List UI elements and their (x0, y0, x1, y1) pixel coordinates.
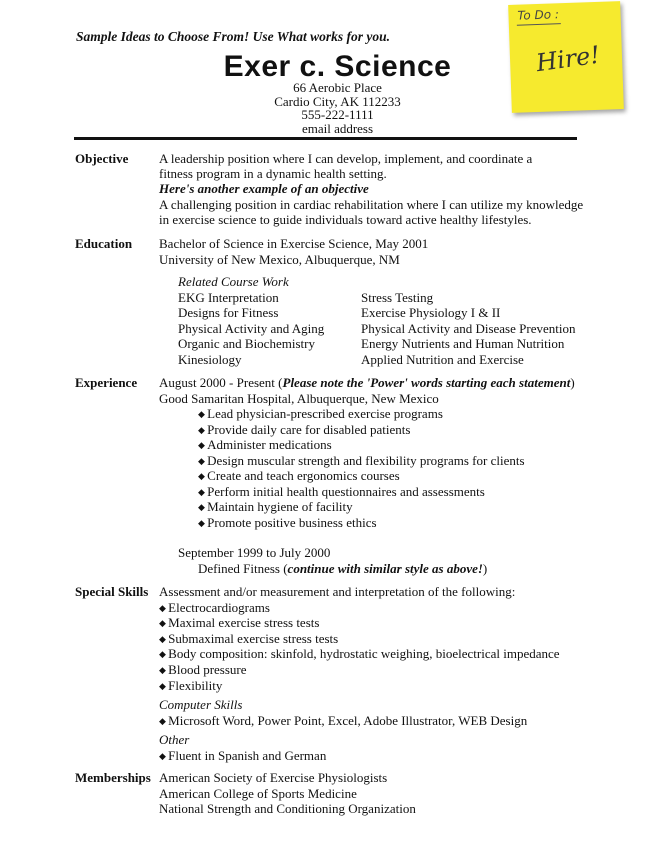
course-item: EKG Interpretation (178, 290, 279, 305)
course-item: Energy Nutrients and Human Nutrition (361, 336, 565, 351)
skill-bullet: ◆ Flexibility (159, 678, 222, 695)
school: University of New Mexico, Albuquerque, NM (159, 252, 400, 267)
job1-date-range: August 2000 - Present ( (159, 375, 283, 390)
course-item: Physical Activity and Disease Prevention (361, 321, 576, 336)
tagline: Sample Ideas to Choose From! Use What works for you. (76, 29, 391, 44)
objective-example-heading: Here's another example of an objective (159, 181, 369, 196)
membership-item: American Society of Exercise Physiologists (159, 770, 388, 785)
skill-bullet: ◆ Maximal exercise stress tests (159, 615, 319, 632)
address-line-2: Cardio City, AK 112233 (274, 94, 401, 109)
job1-note-close: ) (570, 375, 575, 390)
other-skills: ◆ Fluent in Spanish and German (159, 748, 326, 765)
course-item: Designs for Fitness (178, 305, 279, 320)
objective-heading: Objective (75, 151, 129, 166)
course-item: Exercise Physiology I & II (361, 305, 501, 320)
course-item: Organic and Biochemistry (178, 336, 315, 351)
address-line-1: 66 Aerobic Place (293, 80, 382, 95)
header-divider (74, 137, 577, 140)
coursework-heading: Related Course Work (178, 274, 289, 289)
email: email address (301, 121, 374, 136)
memberships-heading: Memberships (75, 770, 151, 785)
objective-line: A challenging position in cardiac rehabilitation where I can utilize my knowledge (159, 197, 584, 212)
sticky-note-text: Hire! (534, 40, 602, 78)
course-item: Kinesiology (178, 352, 242, 367)
job2-note: continue with similar style as above! (287, 561, 483, 576)
objective-line: in exercise science to guide individuals toward active healthy lifestyles. (159, 212, 532, 227)
sticky-todo-label: To Do : (517, 7, 560, 23)
skills-heading: Special Skills (75, 584, 149, 599)
objective-line: fitness program in a dynamic health setting. (159, 166, 387, 181)
job2-note-close: ) (482, 561, 488, 576)
objective-line: A leadership position where I can develop, implement, and coordinate a (159, 151, 533, 166)
skill-bullet: ◆ Electrocardiograms (159, 600, 270, 617)
degree: Bachelor of Science in Exercise Science, May 2001 (159, 236, 429, 251)
job1-bullet: ◆ Design muscular strength and flexibility programs for clients (198, 453, 525, 470)
phone: 555-222-1111 (301, 107, 374, 122)
experience-heading: Experience (75, 375, 138, 390)
job2-employer (198, 561, 487, 577)
course-item: Physical Activity and Aging (178, 321, 325, 336)
skills-intro: Assessment and/or measurement and interpretation of the following: (159, 584, 516, 599)
education-heading: Education (75, 236, 133, 251)
course-item: Stress Testing (361, 290, 434, 305)
job2-dates: September 1999 to July 2000 (178, 545, 331, 560)
job2-employer-name: Defined Fitness ( (198, 561, 288, 576)
computer-skills: ◆ Microsoft Word, Power Point, Excel, Adobe Illustrator, WEB Design (159, 713, 527, 730)
course-item: Applied Nutrition and Exercise (361, 352, 524, 367)
job1-bullet: ◆ Perform initial health questionnaires and assessments (198, 484, 485, 501)
job1-dates (159, 375, 575, 391)
skill-bullet: ◆ Blood pressure (159, 662, 247, 679)
other-skills-heading: Other (159, 732, 190, 747)
job1-employer: Good Samaritan Hospital, Albuquerque, New Mexico (159, 391, 439, 406)
job1-bullet: ◆ Administer medications (198, 437, 332, 454)
job1-bullet: ◆ Maintain hygiene of facility (198, 499, 353, 516)
job1-bullet: ◆ Lead physician-prescribed exercise programs (198, 406, 443, 423)
membership-item: National Strength and Conditioning Organization (159, 801, 416, 816)
membership-item: American College of Sports Medicine (159, 786, 357, 801)
job1-note: Please note the 'Power' words starting each statement (282, 375, 571, 390)
skill-bullet: ◆ Submaximal exercise stress tests (159, 631, 338, 648)
job1-bullet: ◆ Create and teach ergonomics courses (198, 468, 400, 485)
job1-bullet: ◆ Provide daily care for disabled patients (198, 422, 410, 439)
job1-bullet: ◆ Promote positive business ethics (198, 515, 377, 532)
sticky-underline (517, 23, 561, 26)
candidate-name: Exer c. Science (223, 50, 452, 83)
computer-skills-heading: Computer Skills (159, 697, 243, 712)
skill-bullet: ◆ Body composition: skinfold, hydrostatic weighing, bioelectrical impedance (159, 646, 560, 663)
